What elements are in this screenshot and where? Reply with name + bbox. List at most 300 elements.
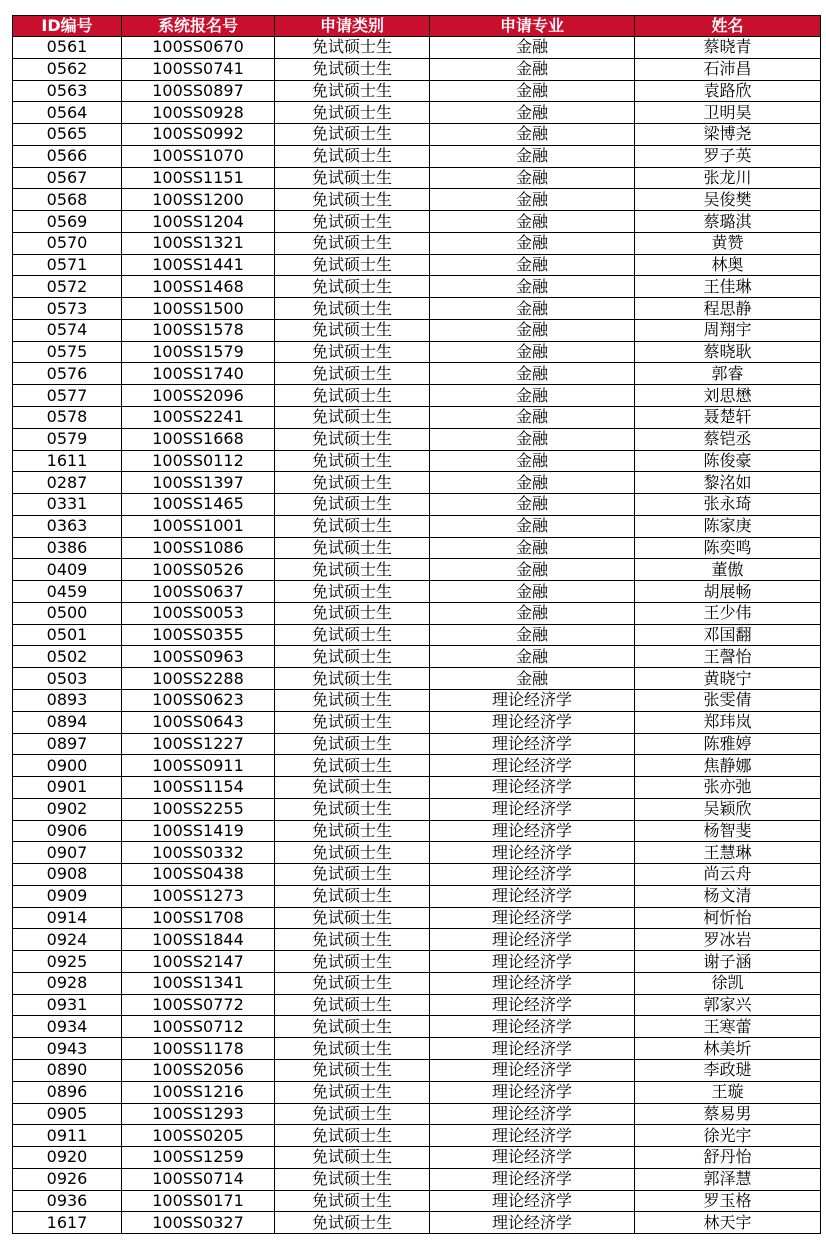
table-row — [13, 733, 821, 755]
cell-name: 尚云舟 — [635, 864, 821, 886]
table-row — [13, 407, 821, 429]
table-row — [13, 602, 821, 624]
cell-registration-no: 100SS0712 — [122, 1016, 275, 1038]
cell-major: 金融 — [430, 341, 635, 363]
cell-registration-no: 100SS1178 — [122, 1038, 275, 1060]
cell-major: 金融 — [430, 189, 635, 211]
table-row — [13, 494, 821, 516]
cell-registration-no: 100SS1500 — [122, 298, 275, 320]
cell-name: 郑玮岚 — [635, 711, 821, 733]
table-row — [13, 929, 821, 951]
cell-category: 免试硕士生 — [275, 124, 430, 146]
cell-id: 0568 — [13, 189, 122, 211]
cell-registration-no: 100SS0670 — [122, 37, 275, 59]
cell-category: 免试硕士生 — [275, 1038, 430, 1060]
cell-id: 0386 — [13, 537, 122, 559]
cell-name: 徐凯 — [635, 972, 821, 994]
cell-major: 金融 — [430, 167, 635, 189]
cell-id: 0936 — [13, 1190, 122, 1212]
table-row — [13, 864, 821, 886]
cell-category: 免试硕士生 — [275, 363, 430, 385]
cell-id: 0928 — [13, 972, 122, 994]
cell-id: 0563 — [13, 80, 122, 102]
table-row — [13, 755, 821, 777]
cell-name: 柯忻怡 — [635, 907, 821, 929]
cell-category: 免试硕士生 — [275, 820, 430, 842]
cell-category: 免试硕士生 — [275, 994, 430, 1016]
cell-major: 金融 — [430, 232, 635, 254]
table-row — [13, 167, 821, 189]
cell-name: 胡展畅 — [635, 581, 821, 603]
cell-registration-no: 100SS0053 — [122, 602, 275, 624]
cell-id: 0573 — [13, 298, 122, 320]
cell-category: 免试硕士生 — [275, 537, 430, 559]
cell-name: 陈家庚 — [635, 515, 821, 537]
cell-name: 林美圻 — [635, 1038, 821, 1060]
cell-major: 理论经济学 — [430, 1038, 635, 1060]
cell-name: 蔡晓青 — [635, 37, 821, 59]
cell-category: 免试硕士生 — [275, 972, 430, 994]
cell-major: 金融 — [430, 581, 635, 603]
cell-major: 理论经济学 — [430, 1190, 635, 1212]
cell-major: 金融 — [430, 80, 635, 102]
table-row — [13, 1125, 821, 1147]
cell-name: 蔡晓耿 — [635, 341, 821, 363]
cell-category: 免试硕士生 — [275, 1081, 430, 1103]
cell-registration-no: 100SS0741 — [122, 58, 275, 80]
cell-category: 免试硕士生 — [275, 668, 430, 690]
cell-major: 理论经济学 — [430, 798, 635, 820]
cell-name: 王慧琳 — [635, 842, 821, 864]
table-row — [13, 428, 821, 450]
cell-major: 金融 — [430, 494, 635, 516]
cell-category: 免试硕士生 — [275, 624, 430, 646]
table-row — [13, 798, 821, 820]
cell-id: 0902 — [13, 798, 122, 820]
cell-major: 理论经济学 — [430, 1016, 635, 1038]
cell-category: 免试硕士生 — [275, 385, 430, 407]
table-row — [13, 211, 821, 233]
cell-category: 免试硕士生 — [275, 864, 430, 886]
cell-id: 0894 — [13, 711, 122, 733]
cell-id: 0567 — [13, 167, 122, 189]
cell-category: 免试硕士生 — [275, 733, 430, 755]
cell-registration-no: 100SS0438 — [122, 864, 275, 886]
cell-id: 0943 — [13, 1038, 122, 1060]
cell-id: 0920 — [13, 1147, 122, 1169]
cell-category: 免试硕士生 — [275, 276, 430, 298]
cell-registration-no: 100SS1844 — [122, 929, 275, 951]
cell-id: 0459 — [13, 581, 122, 603]
cell-major: 理论经济学 — [430, 755, 635, 777]
cell-category: 免试硕士生 — [275, 145, 430, 167]
cell-name: 刘思懋 — [635, 385, 821, 407]
cell-registration-no: 100SS1154 — [122, 777, 275, 799]
cell-name: 卫明昊 — [635, 102, 821, 124]
cell-major: 理论经济学 — [430, 733, 635, 755]
cell-category: 免试硕士生 — [275, 58, 430, 80]
cell-major: 理论经济学 — [430, 929, 635, 951]
cell-registration-no: 100SS0355 — [122, 624, 275, 646]
cell-name: 蔡铠丞 — [635, 428, 821, 450]
cell-registration-no: 100SS0772 — [122, 994, 275, 1016]
cell-registration-no: 100SS1216 — [122, 1081, 275, 1103]
cell-category: 免试硕士生 — [275, 1059, 430, 1081]
table-row — [13, 668, 821, 690]
cell-name: 张龙川 — [635, 167, 821, 189]
cell-id: 0500 — [13, 602, 122, 624]
cell-name: 舒丹怡 — [635, 1147, 821, 1169]
cell-name: 李政琎 — [635, 1059, 821, 1081]
cell-registration-no: 100SS1086 — [122, 537, 275, 559]
cell-name: 梁博尧 — [635, 124, 821, 146]
cell-id: 0905 — [13, 1103, 122, 1125]
cell-registration-no: 100SS0526 — [122, 559, 275, 581]
cell-id: 1617 — [13, 1212, 122, 1234]
table-row — [13, 189, 821, 211]
cell-name: 郭泽慧 — [635, 1168, 821, 1190]
cell-category: 免试硕士生 — [275, 232, 430, 254]
cell-category: 免试硕士生 — [275, 1103, 430, 1125]
cell-id: 0890 — [13, 1059, 122, 1081]
table-row — [13, 298, 821, 320]
cell-name: 谢子涵 — [635, 951, 821, 973]
cell-name: 张亦弛 — [635, 777, 821, 799]
cell-major: 金融 — [430, 646, 635, 668]
cell-major: 金融 — [430, 211, 635, 233]
cell-category: 免试硕士生 — [275, 254, 430, 276]
header-row — [13, 16, 821, 37]
column-header-registration-no: 系统报名号 — [122, 16, 275, 37]
table-row — [13, 820, 821, 842]
cell-id: 0925 — [13, 951, 122, 973]
cell-major: 理论经济学 — [430, 885, 635, 907]
cell-name: 程思静 — [635, 298, 821, 320]
cell-name: 王謦怡 — [635, 646, 821, 668]
cell-id: 0901 — [13, 777, 122, 799]
cell-id: 0893 — [13, 689, 122, 711]
cell-category: 免试硕士生 — [275, 689, 430, 711]
cell-registration-no: 100SS1321 — [122, 232, 275, 254]
cell-id: 0906 — [13, 820, 122, 842]
table-row — [13, 559, 821, 581]
table-row — [13, 1038, 821, 1060]
cell-registration-no: 100SS1227 — [122, 733, 275, 755]
cell-id: 0931 — [13, 994, 122, 1016]
cell-name: 吴颖欣 — [635, 798, 821, 820]
cell-id: 0572 — [13, 276, 122, 298]
cell-registration-no: 100SS1708 — [122, 907, 275, 929]
cell-registration-no: 100SS0992 — [122, 124, 275, 146]
cell-category: 免试硕士生 — [275, 167, 430, 189]
table-row — [13, 80, 821, 102]
cell-name: 焦静娜 — [635, 755, 821, 777]
cell-category: 免试硕士生 — [275, 842, 430, 864]
cell-major: 理论经济学 — [430, 1059, 635, 1081]
table-row — [13, 1168, 821, 1190]
cell-registration-no: 100SS0714 — [122, 1168, 275, 1190]
table-row — [13, 581, 821, 603]
cell-name: 张永琦 — [635, 494, 821, 516]
cell-registration-no: 100SS1441 — [122, 254, 275, 276]
table-row — [13, 777, 821, 799]
cell-category: 免试硕士生 — [275, 646, 430, 668]
table-row — [13, 145, 821, 167]
cell-major: 理论经济学 — [430, 994, 635, 1016]
table-row — [13, 319, 821, 341]
cell-category: 免试硕士生 — [275, 1125, 430, 1147]
cell-id: 0896 — [13, 1081, 122, 1103]
cell-registration-no: 100SS1259 — [122, 1147, 275, 1169]
cell-id: 0907 — [13, 842, 122, 864]
cell-name: 邓国翻 — [635, 624, 821, 646]
cell-id: 0914 — [13, 907, 122, 929]
table-row — [13, 1147, 821, 1169]
cell-major: 理论经济学 — [430, 1125, 635, 1147]
table-row — [13, 537, 821, 559]
cell-category: 免试硕士生 — [275, 951, 430, 973]
cell-category: 免试硕士生 — [275, 798, 430, 820]
table-row — [13, 1212, 821, 1234]
cell-id: 0574 — [13, 319, 122, 341]
cell-id: 0577 — [13, 385, 122, 407]
table-row — [13, 254, 821, 276]
cell-registration-no: 100SS2056 — [122, 1059, 275, 1081]
cell-name: 王佳琳 — [635, 276, 821, 298]
cell-registration-no: 100SS2288 — [122, 668, 275, 690]
cell-major: 金融 — [430, 559, 635, 581]
cell-id: 0934 — [13, 1016, 122, 1038]
cell-major: 理论经济学 — [430, 1081, 635, 1103]
cell-major: 理论经济学 — [430, 1212, 635, 1234]
cell-category: 免试硕士生 — [275, 211, 430, 233]
cell-major: 金融 — [430, 37, 635, 59]
table-body — [13, 37, 821, 1234]
cell-registration-no: 100SS0205 — [122, 1125, 275, 1147]
cell-registration-no: 100SS2147 — [122, 951, 275, 973]
cell-id: 0569 — [13, 211, 122, 233]
cell-major: 金融 — [430, 624, 635, 646]
cell-registration-no: 100SS1070 — [122, 145, 275, 167]
table-row — [13, 624, 821, 646]
cell-registration-no: 100SS1579 — [122, 341, 275, 363]
cell-registration-no: 100SS1419 — [122, 820, 275, 842]
cell-major: 金融 — [430, 668, 635, 690]
cell-registration-no: 100SS0911 — [122, 755, 275, 777]
table-row — [13, 102, 821, 124]
cell-id: 0924 — [13, 929, 122, 951]
cell-registration-no: 100SS0327 — [122, 1212, 275, 1234]
cell-category: 免试硕士生 — [275, 1016, 430, 1038]
cell-registration-no: 100SS1200 — [122, 189, 275, 211]
column-header-name: 姓名 — [635, 16, 821, 37]
cell-category: 免试硕士生 — [275, 80, 430, 102]
cell-category: 免试硕士生 — [275, 885, 430, 907]
cell-id: 0579 — [13, 428, 122, 450]
cell-registration-no: 100SS1578 — [122, 319, 275, 341]
cell-category: 免试硕士生 — [275, 602, 430, 624]
table-row — [13, 994, 821, 1016]
cell-name: 石沛昌 — [635, 58, 821, 80]
cell-category: 免试硕士生 — [275, 907, 430, 929]
cell-major: 理论经济学 — [430, 820, 635, 842]
cell-major: 金融 — [430, 537, 635, 559]
cell-major: 理论经济学 — [430, 689, 635, 711]
cell-category: 免试硕士生 — [275, 1168, 430, 1190]
cell-registration-no: 100SS1204 — [122, 211, 275, 233]
cell-id: 0566 — [13, 145, 122, 167]
cell-registration-no: 100SS0332 — [122, 842, 275, 864]
cell-major: 金融 — [430, 298, 635, 320]
cell-name: 黎洺如 — [635, 472, 821, 494]
table-row — [13, 450, 821, 472]
cell-category: 免试硕士生 — [275, 777, 430, 799]
table-row — [13, 385, 821, 407]
cell-name: 蔡璐淇 — [635, 211, 821, 233]
cell-name: 王少伟 — [635, 602, 821, 624]
cell-major: 理论经济学 — [430, 1168, 635, 1190]
cell-category: 免试硕士生 — [275, 298, 430, 320]
table-row — [13, 515, 821, 537]
table-row — [13, 1190, 821, 1212]
table-row — [13, 689, 821, 711]
table-row — [13, 711, 821, 733]
cell-id: 0897 — [13, 733, 122, 755]
cell-major: 金融 — [430, 450, 635, 472]
cell-category: 免试硕士生 — [275, 581, 430, 603]
cell-name: 罗玉格 — [635, 1190, 821, 1212]
cell-category: 免试硕士生 — [275, 472, 430, 494]
cell-major: 理论经济学 — [430, 864, 635, 886]
cell-id: 0363 — [13, 515, 122, 537]
cell-name: 袁路欣 — [635, 80, 821, 102]
admission-list-table — [12, 15, 821, 1234]
cell-id: 0503 — [13, 668, 122, 690]
cell-name: 黄赞 — [635, 232, 821, 254]
cell-registration-no: 100SS0643 — [122, 711, 275, 733]
cell-registration-no: 100SS0623 — [122, 689, 275, 711]
cell-name: 徐光宇 — [635, 1125, 821, 1147]
cell-major: 金融 — [430, 385, 635, 407]
cell-major: 金融 — [430, 254, 635, 276]
cell-category: 免试硕士生 — [275, 428, 430, 450]
cell-name: 蔡易男 — [635, 1103, 821, 1125]
cell-id: 0561 — [13, 37, 122, 59]
column-header-major: 申请专业 — [430, 16, 635, 37]
cell-id: 0562 — [13, 58, 122, 80]
cell-major: 理论经济学 — [430, 777, 635, 799]
cell-registration-no: 100SS1293 — [122, 1103, 275, 1125]
cell-id: 0502 — [13, 646, 122, 668]
cell-major: 金融 — [430, 472, 635, 494]
table-row — [13, 842, 821, 864]
cell-name: 林奥 — [635, 254, 821, 276]
cell-id: 0570 — [13, 232, 122, 254]
table-row — [13, 1059, 821, 1081]
cell-name: 王璇 — [635, 1081, 821, 1103]
cell-id: 0501 — [13, 624, 122, 646]
cell-registration-no: 100SS1668 — [122, 428, 275, 450]
cell-name: 杨文清 — [635, 885, 821, 907]
cell-category: 免试硕士生 — [275, 407, 430, 429]
cell-major: 金融 — [430, 407, 635, 429]
cell-category: 免试硕士生 — [275, 755, 430, 777]
cell-id: 0576 — [13, 363, 122, 385]
cell-registration-no: 100SS1341 — [122, 972, 275, 994]
table-row — [13, 907, 821, 929]
cell-registration-no: 100SS2096 — [122, 385, 275, 407]
table-row — [13, 472, 821, 494]
table-row — [13, 1016, 821, 1038]
cell-registration-no: 100SS1740 — [122, 363, 275, 385]
table-row — [13, 363, 821, 385]
cell-id: 0900 — [13, 755, 122, 777]
cell-major: 金融 — [430, 276, 635, 298]
cell-name: 罗冰岩 — [635, 929, 821, 951]
cell-category: 免试硕士生 — [275, 189, 430, 211]
cell-registration-no: 100SS0112 — [122, 450, 275, 472]
cell-major: 理论经济学 — [430, 1103, 635, 1125]
cell-id: 0331 — [13, 494, 122, 516]
cell-major: 金融 — [430, 602, 635, 624]
cell-major: 金融 — [430, 319, 635, 341]
cell-name: 郭睿 — [635, 363, 821, 385]
cell-category: 免试硕士生 — [275, 450, 430, 472]
table-row — [13, 951, 821, 973]
cell-id: 0911 — [13, 1125, 122, 1147]
cell-registration-no: 100SS0963 — [122, 646, 275, 668]
table-row — [13, 1081, 821, 1103]
cell-major: 金融 — [430, 428, 635, 450]
cell-name: 陈雅婷 — [635, 733, 821, 755]
cell-category: 免试硕士生 — [275, 1190, 430, 1212]
cell-registration-no: 100SS0637 — [122, 581, 275, 603]
cell-major: 理论经济学 — [430, 842, 635, 864]
cell-registration-no: 100SS1273 — [122, 885, 275, 907]
cell-registration-no: 100SS0897 — [122, 80, 275, 102]
cell-category: 免试硕士生 — [275, 102, 430, 124]
cell-name: 董傲 — [635, 559, 821, 581]
cell-registration-no: 100SS1151 — [122, 167, 275, 189]
cell-registration-no: 100SS0928 — [122, 102, 275, 124]
column-header-category: 申请类别 — [275, 16, 430, 37]
table-row — [13, 232, 821, 254]
table-row — [13, 1103, 821, 1125]
cell-category: 免试硕士生 — [275, 711, 430, 733]
cell-id: 0575 — [13, 341, 122, 363]
cell-name: 张雯倩 — [635, 689, 821, 711]
cell-name: 周翔宇 — [635, 319, 821, 341]
cell-registration-no: 100SS0171 — [122, 1190, 275, 1212]
cell-name: 杨智斐 — [635, 820, 821, 842]
cell-category: 免试硕士生 — [275, 929, 430, 951]
cell-major: 理论经济学 — [430, 951, 635, 973]
cell-category: 免试硕士生 — [275, 1147, 430, 1169]
cell-category: 免试硕士生 — [275, 494, 430, 516]
cell-registration-no: 100SS1468 — [122, 276, 275, 298]
table-row — [13, 37, 821, 59]
cell-id: 0565 — [13, 124, 122, 146]
cell-id: 0578 — [13, 407, 122, 429]
cell-major: 金融 — [430, 515, 635, 537]
cell-id: 0908 — [13, 864, 122, 886]
cell-category: 免试硕士生 — [275, 1212, 430, 1234]
table-row — [13, 276, 821, 298]
table-row — [13, 58, 821, 80]
cell-major: 理论经济学 — [430, 711, 635, 733]
table-row — [13, 972, 821, 994]
cell-name: 罗子英 — [635, 145, 821, 167]
